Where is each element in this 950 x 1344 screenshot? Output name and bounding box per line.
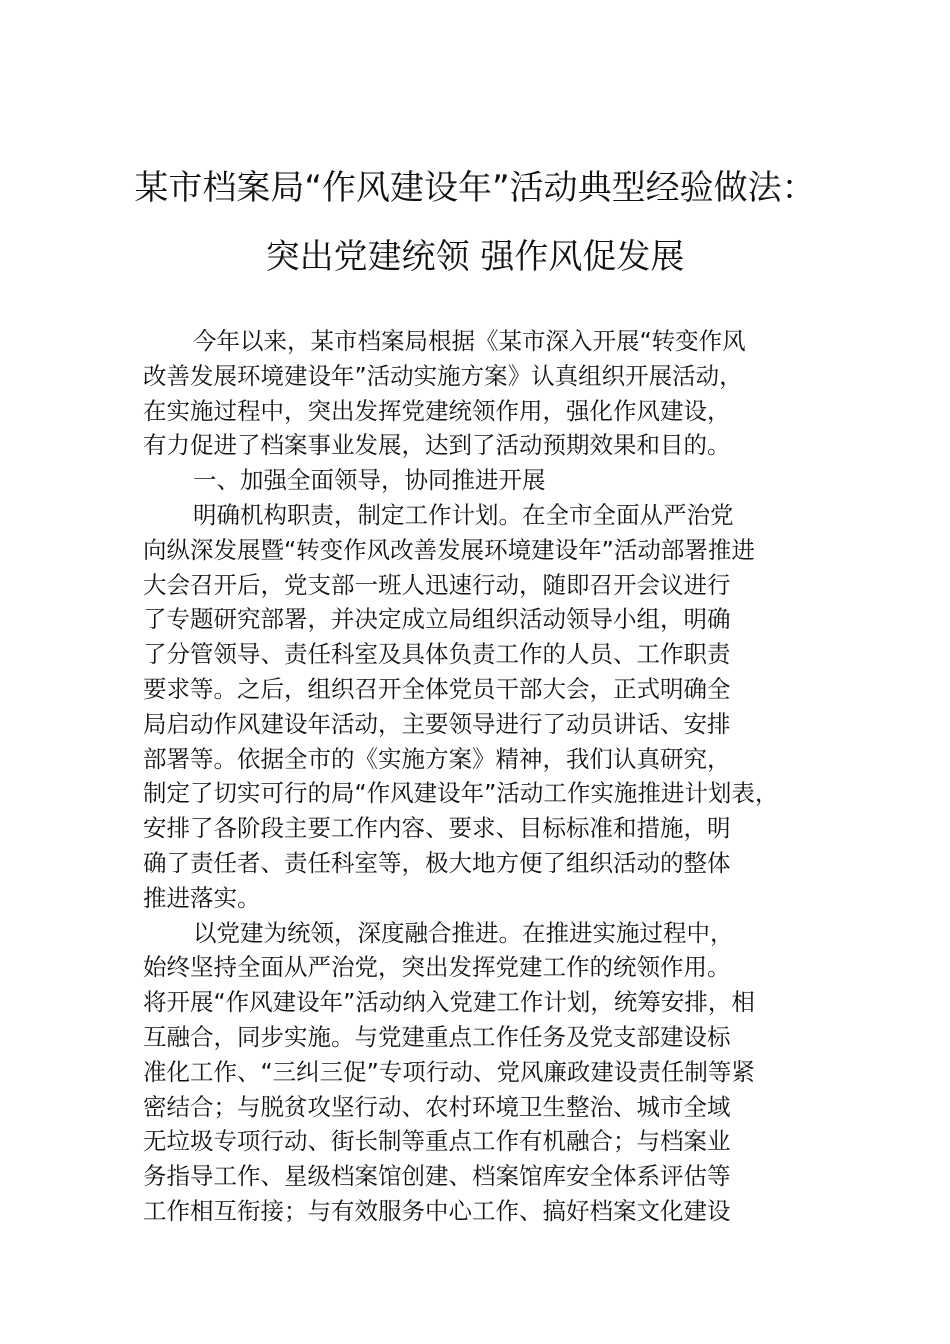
paragraph-1-line: 了分管领导、责任科室及具体负责工作的人员、工作职责 <box>143 640 731 669</box>
document-title-line-1: 某市档案局“作风建设年”活动典型经验做法： <box>134 168 816 208</box>
document-body <box>143 324 813 1229</box>
paragraph-2-line: 以党建为统领，深度融合推进。在推进实施过程中， <box>193 918 734 947</box>
document-title-line-2: 突出党建统领 强作风促发展 <box>265 237 685 277</box>
paragraph-2-line: 准化工作、“三纠三促”专项行动、党风廉政建设责任制等紧 <box>143 1057 755 1086</box>
paragraph-1-line: 确了责任者、责任科室等，极大地方便了组织活动的整体 <box>143 848 731 877</box>
paragraph-intro-line: 有力促进了档案事业发展，达到了活动预期效果和目的。 <box>143 431 731 460</box>
paragraph-intro-line: 在实施过程中，突出发挥党建统领作用，强化作风建设， <box>143 396 731 425</box>
paragraph-1-line: 大会召开后，党支部一班人迅速行动，随即召开会议进行 <box>143 570 731 599</box>
paragraph-1-line: 制定了切实可行的局“作风建设年”活动工作实施推进计划表， <box>143 779 779 808</box>
paragraph-1-line: 部署等。依据全市的《实施方案》精神，我们认真研究， <box>143 744 731 773</box>
paragraph-2-line: 无垃圾专项行动、街长制等重点工作有机融合；与档案业 <box>143 1127 731 1156</box>
paragraph-2-line: 互融合，同步实施。与党建重点工作任务及党支部建设标 <box>143 1022 731 1051</box>
section-heading-1: 一、加强全面领导，协同推进开展 <box>193 466 546 495</box>
paragraph-1-line: 要求等。之后，组织召开全体党员干部大会，正式明确全 <box>143 674 731 703</box>
paragraph-intro-line: 今年以来，某市档案局根据《某市深入开展“转变作风 <box>193 327 746 355</box>
paragraph-1-line: 安排了各阶段主要工作内容、要求、目标标准和措施，明 <box>143 814 731 843</box>
paragraph-1-line: 明确机构职责，制定工作计划。在全市全面从严治党 <box>193 500 734 529</box>
paragraph-2-line: 务指导工作、星级档案馆创建、档案馆库安全体系评估等 <box>143 1162 731 1191</box>
paragraph-1-line: 向纵深发展暨“转变作风改善发展环境建设年”活动部署推进 <box>143 535 755 564</box>
paragraph-intro-line: 改善发展环境建设年”活动实施方案》认真组织开展活动， <box>143 361 743 390</box>
paragraph-1-line: 了专题研究部署，并决定成立局组织活动领导小组，明确 <box>143 605 731 634</box>
paragraph-1-line: 局启动作风建设年活动，主要领导进行了动员讲话、安排 <box>143 709 731 738</box>
paragraph-1-line: 推进落实。 <box>143 883 261 912</box>
paragraph-2-line: 将开展“作风建设年”活动纳入党建工作计划，统筹安排，相 <box>143 988 755 1017</box>
paragraph-2-line: 工作相互衔接；与有效服务中心工作、搞好档案文化建设 <box>143 1196 731 1225</box>
paragraph-2-line: 密结合；与脱贫攻坚行动、农村环境卫生整治、城市全域 <box>143 1092 731 1121</box>
paragraph-2-line: 始终坚持全面从严治党，突出发挥党建工作的统领作用。 <box>143 953 731 982</box>
